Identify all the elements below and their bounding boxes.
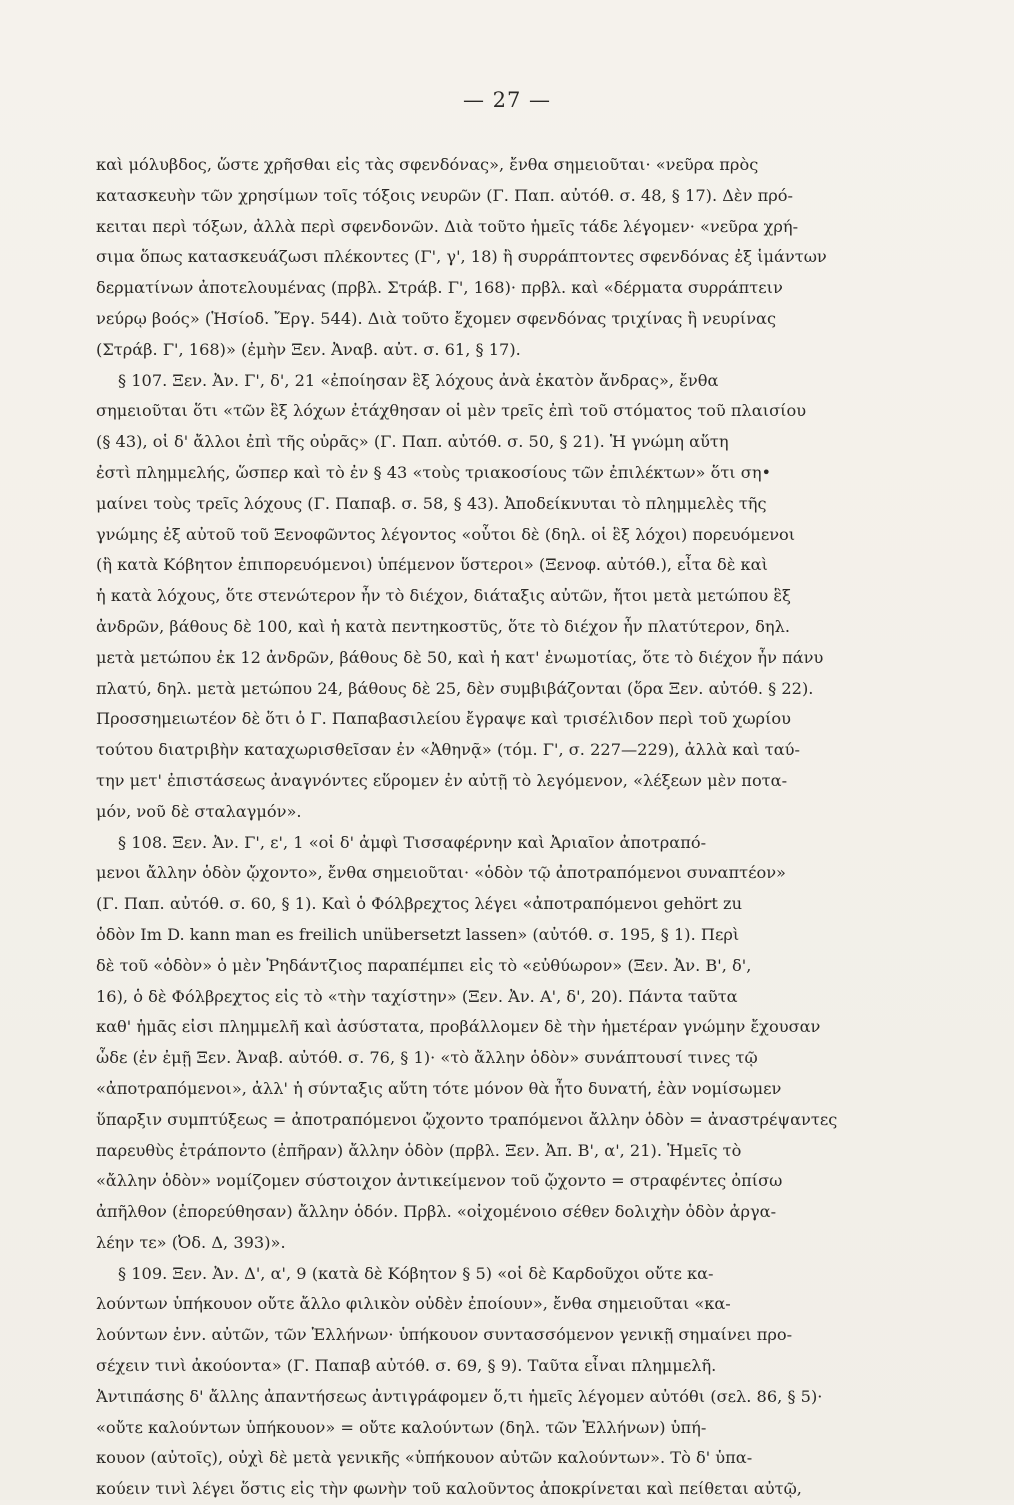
page-number: — 27 — (462, 88, 552, 112)
text-line: πλατύ, δηλ. μετὰ μετώπου 24, βάθους δὲ 25, δὲν συμβιβάζονται (ὅρα Ξεν. αὐτόθ. § 22). (96, 678, 814, 698)
text-line: ὁδὸν Im D. kann man es freilich unübersetzt lassen» (αὐτόθ. σ. 195, § 1). Περὶ (96, 924, 740, 944)
text-line: κειται περὶ τόξων, ἀλλὰ περὶ σφενδονῶν. Διὰ τοῦτο ἡμεῖς τάδε λέγομεν· «νεῦρα χρή- (96, 216, 799, 236)
text-line: λούντων ἐνν. αὐτῶν, τῶν Ἑλλήνων· ὑπήκουον συντασσόμενον γενικῇ σημαίνει προ- (96, 1325, 793, 1345)
text-line: σιμα ὅπως κατασκευάζωσι πλέκοντες (Γ', γ', 18) ἢ συρράπτοντες σφενδόνας ἐξ ἱμάντων (96, 247, 827, 267)
text-line: μόν, νοῦ δὲ σταλαγμόν». (96, 801, 302, 821)
text-line: καὶ μόλυβδος, ὥστε χρῆσθαι εἰς τὰς σφενδόνας», ἔνθα σημειοῦται· «νεῦρα πρὸς (96, 155, 759, 174)
text-line: τούτου διατριβὴν καταχωρισθεῖσαν ἐν «Ἀθηνᾷ» (τόμ. Γ', σ. 227—229), ἀλλὰ καὶ ταύ- (96, 740, 800, 760)
text-line: ἀνδρῶν, βάθους δὲ 100, καὶ ἡ κατὰ πεντηκοστῦς, ὅτε τὸ διέχον ἦν πλατύτερον, δηλ. (96, 616, 791, 636)
text-line: (Γ. Παπ. αὐτόθ. σ. 60, § 1). Καὶ ὁ Φόλβρεχτος λέγει «ἀποτραπόμενοι gehört zu (96, 894, 743, 914)
text-line: Προσσημειωτέον δὲ ὅτι ὁ Γ. Παπαβασιλείου ἔγραψε καὶ τρισέλιδον περὶ τοῦ χωρίου (96, 709, 792, 729)
text-line: λέην τε» (Ὀδ. Δ, 393)». (96, 1232, 286, 1252)
text-line: σέχειν τινὶ ἀκούοντα» (Γ. Παπαβ αὐτόθ. σ. 69, § 9). Ταῦτα εἶναι πλημμελῆ. (96, 1356, 717, 1376)
text-line: Ἀντιπάσης δ' ἄλλης ἀπαντήσεως ἀντιγράφομεν ὅ,τι ἡμεῖς λέγομεν αὐτόθι (σελ. 86, § 5)· (96, 1386, 823, 1406)
text-line: κατασκευὴν τῶν χρησίμων τοῖς τόξοις νευρῶν (Γ. Παπ. αὐτόθ. σ. 48, § 17). Δὲν πρό- (96, 185, 793, 205)
text-line: ὧδε (ἐν ἐμῇ Ξεν. Ἀναβ. αὐτόθ. σ. 76, § 1)· «τὸ ἄλλην ὁδὸν» συνάπτουσί τινες τῷ (96, 1048, 758, 1068)
text-line: «ἀποτραπόμενοι», ἀλλ' ἡ σύνταξις αὕτη τότε μόνον θὰ ἦτο δυνατή, ἐὰν νομίσωμεν (96, 1078, 782, 1098)
text-line: την μετ' ἐπιστάσεως ἀναγνόντες εὕρομεν ἐν αὐτῇ τὸ λεγόμενον, «λέξεων μὲν ποτα- (96, 770, 788, 790)
text-line: μενοι ἄλλην ὁδὸν ᾤχοντο», ἔνθα σημειοῦται· «ὁδὸν τῷ ἀποτραπόμενοι συναπτέον» (96, 863, 786, 883)
text-line: κουον (αὐτοῖς), οὐχὶ δὲ μετὰ γενικῆς «ὑπήκουον αὐτῶν καλούντων». Τὸ δ' ὑπα- (96, 1448, 753, 1468)
text-line: ἐστὶ πλημμελής, ὥσπερ καὶ τὸ ἐν § 43 «τοὺς τριακοσίους τῶν ἐπιλέκτων» ὅτι ση• (96, 462, 772, 482)
text-line: «ἄλλην ὁδὸν» νομίζομεν σύστοιχον ἀντικείμενον τοῦ ᾤχοντο = στραφέντες ὀπίσω (96, 1171, 783, 1191)
text-line: καθ' ἡμᾶς εἰσι πλημμελῆ καὶ ἀσύστατα, προβάλλομεν δὲ τὴν ἡμετέραν γνώμην ἔχουσαν (96, 1017, 821, 1037)
text-line: (Στράβ. Γ', 168)» (ἐμὴν Ξεν. Ἀναβ. αὐτ. σ. 61, § 17). (96, 339, 521, 359)
text-line: μαίνει τοὺς τρεῖς λόχους (Γ. Παπαβ. σ. 58, § 43). Ἀποδείκνυται τὸ πλημμελὲς τῆς (96, 493, 767, 513)
text-line: ἀπῆλθον (ἐπορεύθησαν) ἄλλην ὁδόν. Πρβλ. «οἰχομένοιο σέθεν δολιχὴν ὁδὸν ἀργα- (96, 1202, 777, 1222)
text-line: σημειοῦται ὅτι «τῶν ἓξ λόχων ἐτάχθησαν οἱ μὲν τρεῖς ἐπὶ τοῦ στόματος τοῦ πλαισίου (96, 401, 807, 421)
text-line: ἡ κατὰ λόχους, ὅτε στενώτερον ἦν τὸ διέχον, διάταξις αὐτῶν, ἤτοι μετὰ μετώπου ἓξ (96, 586, 791, 606)
text-line: § 107. Ξεν. Ἀν. Γ', δ', 21 «ἐποίησαν ἓξ λόχους ἀνὰ ἑκατὸν ἄνδρας», ἔνθα (118, 370, 719, 390)
text-line: «οὔτε καλούντων ὑπήκουον» = οὔτε καλούντων (δηλ. τῶν Ἑλλήνων) ὑπή- (96, 1417, 707, 1437)
text-line: ὕπαρξιν συμπτύξεως = ἀποτραπόμενοι ᾤχοντο τραπόμενοι ἄλλην ὁδὸν = ἀναστρέψαντες (96, 1109, 838, 1129)
text-line: (§ 43), οἱ δ' ἄλλοι ἐπὶ τῆς οὐρᾶς» (Γ. Παπ. αὐτόθ. σ. 50, § 21). Ἡ γνώμη αὕτη (96, 432, 729, 452)
text-line: δερματίνων ἀποτελουμένας (πρβλ. Στράβ. Γ', 168)· πρβλ. καὶ «δέρματα συρράπτειν (96, 278, 783, 298)
text-line: παρευθὺς ἐτράποντο (ἐπῆραν) ἄλλην ὁδὸν (πρβλ. Ξεν. Ἀπ. Β', α', 21). Ἡμεῖς τὸ (96, 1140, 742, 1160)
text-line: § 108. Ξεν. Ἀν. Γ', ε', 1 «οἱ δ' ἀμφὶ Τισσαφέρνην καὶ Ἀριαῖον ἀποτραπό- (118, 832, 707, 852)
body-text (96, 150, 918, 1505)
text-line: (ἢ κατὰ Κόβητον ἐπιπορευόμενοι) ὑπέμενον ὕστεροι» (Ξενοφ. αὐτόθ.), εἶτα δὲ καὶ (96, 555, 768, 575)
text-line: δὲ τοῦ «ὁδὸν» ὁ μὲν Ῥηδάντζιος παραπέμπει εἰς τὸ «εὐθύωρον» (Ξεν. Ἀν. Β', δ', (96, 955, 752, 975)
text-line: μετὰ μετώπου ἐκ 12 ἀνδρῶν, βάθους δὲ 50, καὶ ἡ κατ' ἐνωμοτίας, ὅτε τὸ διέχον ἦν πάνυ (96, 647, 824, 667)
text-line: κούειν τινὶ λέγει ὅστις εἰς τὴν φωνὴν τοῦ καλοῦντος ἀποκρίνεται καὶ πείθεται αὐτῷ, (96, 1479, 802, 1499)
text-line: λούντων ὑπήκουον οὔτε ἄλλο φιλικὸν οὐδὲν ἐποίουν», ἔνθα σημειοῦται «κα- (96, 1294, 731, 1314)
text-line: γνώμης ἐξ αὐτοῦ τοῦ Ξενοφῶντος λέγοντος «οὗτοι δὲ (δηλ. οἱ ἓξ λόχοι) πορευόμενοι (96, 524, 796, 544)
text-line: νεύρῳ βοός» (Ἡσίοδ. Ἔργ. 544). Διὰ τοῦτο ἔχομεν σφενδόνας τριχίνας ἢ νευρίνας (96, 308, 777, 328)
text-line: § 109. Ξεν. Ἀν. Δ', α', 9 (κατὰ δὲ Κόβητον § 5) «οἱ δὲ Καρδοῦχοι οὔτε κα- (118, 1263, 714, 1283)
text-line: 16), ὁ δὲ Φόλβρεχτος εἰς τὸ «τὴν ταχίστην» (Ξεν. Ἀν. Α', δ', 20). Πάντα ταῦτα (96, 986, 738, 1006)
